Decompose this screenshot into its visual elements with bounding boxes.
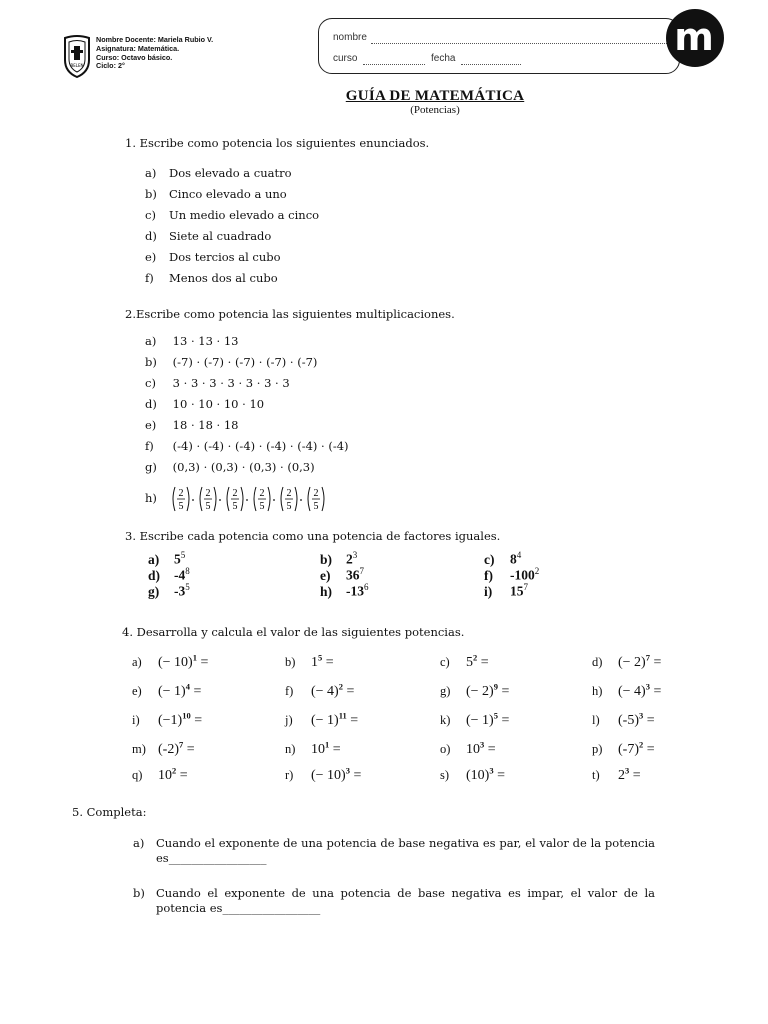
item-marker: a) [148, 551, 160, 567]
power-expression [618, 681, 662, 699]
power-expression [618, 739, 655, 757]
page-title: GUÍA DE MATEMÁTICA [345, 88, 525, 104]
item-text: 3 · 3 · 3 · 3 · 3 · 3 · 3 [172, 376, 290, 390]
power-expression [618, 652, 662, 670]
fraction-denominator: 5 [286, 501, 292, 512]
equals-sign: = [497, 712, 510, 728]
power-exponent: 5 [493, 710, 498, 720]
item-marker: d) [148, 567, 161, 583]
fraction-numerator: 2 [286, 488, 292, 499]
fraction-product-svg [170, 484, 336, 514]
section3-prompt: 3. Escribe cada potencia como una potencia de factores iguales. [125, 529, 501, 543]
item-marker: o) [440, 741, 451, 756]
power-base: 5 [466, 654, 473, 670]
teacher-name: Nombre Docente: Mariela Rubio V. [96, 35, 214, 44]
item-marker: i) [132, 712, 140, 727]
section5-item-a [133, 836, 655, 866]
power-item [148, 582, 190, 600]
power-exponent: 3 [639, 710, 644, 720]
equals-sign: = [649, 654, 662, 670]
equals-sign: = [346, 712, 359, 728]
power-base: -4 [174, 567, 186, 583]
power-expression [618, 765, 641, 783]
exercise-item [440, 710, 509, 729]
power-base: 15 [510, 583, 524, 599]
power-base: (10) [466, 767, 490, 783]
list-item [145, 355, 349, 376]
name-field[interactable] [371, 43, 667, 44]
equals-sign: = [342, 683, 355, 699]
power-base: 2 [346, 551, 353, 567]
item-marker: c) [484, 551, 495, 567]
item-text: (-7) · (-7) · (-7) · (-7) · (-7) [172, 355, 318, 369]
name-label: nombre [333, 32, 367, 43]
course-label: curso [333, 53, 358, 64]
power-expression [158, 765, 188, 783]
multiplication-dot [192, 499, 194, 501]
list-item [145, 460, 349, 481]
item-text: Dos tercios al cubo [169, 250, 281, 264]
section1-prompt: 1. Escribe como potencia los siguientes enunciados. [125, 136, 430, 150]
power-exponent: 9 [493, 681, 498, 691]
power-expression [158, 652, 209, 670]
item-marker: c) [145, 208, 156, 222]
item-text: 18 · 18 · 18 [172, 418, 239, 432]
item-marker: g) [145, 460, 157, 474]
power-exponent: 5 [318, 652, 323, 662]
list-item [145, 229, 319, 250]
item-marker: a) [132, 654, 142, 669]
power-exponent: 2 [639, 739, 644, 749]
item-marker: f) [145, 439, 154, 453]
item-text: 13 · 13 · 13 [172, 334, 239, 348]
power-expression [311, 739, 341, 757]
exercise-item [285, 652, 334, 671]
course-field[interactable] [363, 64, 425, 65]
exercise-item [440, 739, 496, 758]
power-base: (− 1) [158, 683, 186, 699]
right-paren [322, 487, 324, 511]
power-exponent: 4 [516, 550, 522, 560]
power-item [320, 582, 369, 600]
item-marker: d) [145, 229, 157, 243]
list-item [145, 271, 319, 292]
fraction-denominator: 5 [232, 501, 238, 512]
item-marker: d) [592, 654, 603, 669]
exercise-item [132, 765, 188, 784]
equals-sign: = [497, 683, 510, 699]
fraction-denominator: 5 [259, 501, 265, 512]
section4-grid [132, 652, 692, 792]
power-base: -13 [346, 583, 364, 599]
item-marker: m) [132, 741, 146, 756]
multiplication-dot [273, 499, 275, 501]
power-base: (− 10) [158, 654, 193, 670]
power-exponent: 3 [480, 739, 485, 749]
power-base: (− 1) [466, 712, 494, 728]
item-text: Cinco elevado a uno [169, 187, 287, 201]
power-exponent: 5 [185, 582, 190, 592]
power-exponent: 10 [182, 710, 191, 720]
power-item [484, 582, 528, 600]
power-exponent: 1 [325, 739, 330, 749]
exercise-item [592, 681, 661, 700]
item-marker: j) [285, 712, 293, 727]
left-paren [173, 487, 175, 511]
power-base: (− 4) [618, 683, 646, 699]
exercise-item [132, 739, 195, 758]
power-exponent: 2 [473, 652, 478, 662]
equals-sign: = [322, 654, 334, 670]
power-base: (− 2) [618, 654, 646, 670]
item-text: Un medio elevado a cinco [169, 208, 320, 222]
power-base: (− 1) [311, 712, 339, 728]
power-exponent: 7 [523, 582, 528, 592]
equals-sign: = [176, 767, 188, 783]
item-marker: h) [320, 583, 333, 599]
equals-sign: = [329, 741, 341, 757]
power-exponent: 3 [625, 765, 630, 775]
item-marker: e) [320, 567, 331, 583]
power-base: (− 4) [311, 683, 339, 699]
fraction-product [170, 484, 336, 518]
fraction-factor [200, 487, 221, 512]
power-item [484, 550, 521, 568]
equals-sign: = [189, 683, 202, 699]
section5-item-b [133, 886, 655, 916]
item-marker: a) [145, 334, 157, 348]
power-expression [466, 739, 496, 757]
list-item [145, 418, 349, 439]
power-base: (-5) [618, 712, 639, 728]
equals-sign: = [190, 712, 203, 728]
power-base: (− 2) [466, 683, 494, 699]
fraction-numerator: 2 [178, 488, 184, 499]
multiplication-dot [219, 499, 221, 501]
fraction-denominator: 5 [313, 501, 319, 512]
item-marker: q) [132, 767, 143, 782]
power-item [148, 550, 185, 568]
power-exponent: 7 [645, 652, 650, 662]
power-exponent: 2 [172, 765, 177, 775]
list-item [145, 187, 319, 208]
list-item [145, 166, 319, 187]
power-base: 10 [158, 767, 172, 783]
multiplication-dot [246, 499, 248, 501]
power-expression [158, 739, 195, 757]
list-item [145, 376, 349, 397]
left-paren [200, 487, 202, 511]
item-marker: h) [592, 683, 603, 698]
power-expression [466, 710, 510, 728]
school-crest-icon [62, 34, 92, 78]
fraction-factor [173, 487, 194, 512]
exercise-item [592, 652, 661, 671]
power-base: -3 [174, 583, 186, 599]
equals-sign: = [649, 683, 662, 699]
fraction-denominator: 5 [178, 501, 184, 512]
list-item [145, 250, 319, 271]
item-marker: p) [592, 741, 603, 756]
brand-logo-letter: m [674, 15, 714, 59]
power-exponent: 2 [534, 566, 540, 576]
item-marker: g) [440, 683, 451, 698]
fraction-factor [308, 487, 324, 512]
svg-text:BELEN: BELEN [70, 63, 84, 68]
item-marker: i) [484, 583, 493, 599]
equals-sign: = [349, 767, 362, 783]
power-exponent: 11 [338, 710, 347, 720]
section5-prompt: 5. Completa: [72, 805, 147, 819]
power-expression [311, 765, 362, 783]
item-marker: a) [133, 836, 145, 850]
power-item [320, 550, 357, 568]
power-exponent: 6 [364, 582, 369, 592]
fraction-numerator: 2 [205, 488, 211, 499]
power-exponent: 8 [185, 566, 190, 576]
item-text: Dos elevado a cuatro [169, 166, 292, 180]
power-base: 36 [346, 567, 360, 583]
item-marker: b) [145, 187, 157, 201]
power-exponent: 5 [180, 550, 186, 560]
section2-list [145, 334, 349, 481]
power-base: 8 [510, 551, 517, 567]
item-marker: d) [145, 397, 157, 411]
power-base: (− 10) [311, 767, 346, 783]
item-marker: b) [145, 355, 157, 369]
power-exponent: 3 [645, 681, 650, 691]
item-text: Menos dos al cubo [169, 271, 278, 285]
list-item [145, 208, 319, 229]
power-base: 1 [311, 654, 318, 670]
power-base: (-7) [618, 741, 639, 757]
item-marker: s) [440, 767, 450, 782]
equals-sign: = [484, 741, 496, 757]
item-text: 10 · 10 · 10 · 10 [172, 397, 265, 411]
power-base: 10 [311, 741, 325, 757]
item-marker: f) [285, 683, 294, 698]
student-info-box [318, 18, 680, 74]
item-marker: e) [132, 683, 142, 698]
item-marker: f) [484, 567, 493, 583]
power-item [148, 566, 190, 584]
section2-prompt: 2.Escribe como potencia las siguientes multiplicaciones. [125, 307, 455, 321]
power-expression [158, 710, 203, 728]
item-marker: a) [145, 166, 157, 180]
right-paren [187, 487, 189, 511]
power-base: (-2) [158, 741, 179, 757]
power-exponent: 7 [179, 739, 184, 749]
power-expression [618, 710, 655, 728]
exercise-item [285, 739, 341, 758]
item-marker: b) [133, 886, 145, 900]
cycle: Ciclo: 2° [96, 61, 125, 71]
item-text: Siete al cuadrado [169, 229, 272, 243]
item-marker: b) [320, 551, 333, 567]
exercise-item [592, 765, 641, 784]
exercise-item [132, 710, 202, 729]
subject: Asignatura: Matemática. [96, 43, 180, 53]
power-exponent: 7 [359, 566, 364, 576]
list-item [145, 439, 349, 460]
item-marker: b) [285, 654, 296, 669]
power-base: -100 [510, 567, 535, 583]
date-label: fecha [431, 53, 456, 64]
exercise-item [440, 765, 505, 784]
list-item [145, 397, 349, 418]
power-base: 10 [466, 741, 480, 757]
power-exponent: 3 [345, 765, 350, 775]
equals-sign: = [477, 654, 489, 670]
right-paren [241, 487, 243, 511]
fraction-factor [281, 487, 302, 512]
item-marker: e) [145, 418, 157, 432]
power-exponent: 3 [489, 765, 494, 775]
equals-sign: = [643, 712, 655, 728]
exercise-item [132, 652, 208, 671]
power-exponent: 3 [352, 550, 358, 560]
item-marker: k) [440, 712, 451, 727]
power-base: 2 [618, 767, 625, 783]
power-base: 5 [174, 551, 181, 567]
course: Curso: Octavo básico. [96, 52, 173, 62]
exercise-item [285, 710, 358, 729]
power-exponent: 4 [185, 681, 190, 691]
equals-sign: = [183, 741, 195, 757]
equals-sign: = [629, 767, 641, 783]
right-paren [268, 487, 270, 511]
list-item [145, 334, 349, 355]
exercise-item [592, 710, 655, 729]
exercise-item [440, 681, 509, 700]
fraction-numerator: 2 [313, 488, 319, 499]
exercise-item [285, 681, 354, 700]
left-paren [281, 487, 283, 511]
item-marker: f) [145, 271, 154, 285]
exercise-item [592, 739, 655, 758]
power-expression [158, 681, 202, 699]
item-text: (0,3) · (0,3) · (0,3) · (0,3) [172, 460, 315, 474]
item-text: Cuando el exponente de una potencia de base negativa es par, el valor de la potencia es_________________ [156, 836, 655, 865]
item-marker: c) [440, 654, 450, 669]
section2-item-h-marker: h) [145, 491, 157, 505]
right-paren [295, 487, 297, 511]
fraction-numerator: 2 [259, 488, 265, 499]
equals-sign: = [643, 741, 655, 757]
equals-sign: = [493, 767, 505, 783]
left-paren [227, 487, 229, 511]
power-expression [466, 765, 505, 783]
power-item [484, 566, 539, 584]
left-paren [254, 487, 256, 511]
header-info [96, 36, 213, 71]
item-marker: c) [145, 376, 156, 390]
date-field[interactable] [461, 64, 521, 65]
power-expression [311, 681, 355, 699]
exercise-item [132, 681, 201, 700]
power-exponent: 1 [192, 652, 197, 662]
item-marker: r) [285, 767, 294, 782]
power-expression [466, 652, 489, 670]
item-text: Cuando el exponente de una potencia de base negativa es impar, el valor de la potencia es_________________ [156, 886, 655, 915]
equals-sign: = [196, 654, 209, 670]
power-item [320, 566, 364, 584]
page-subtitle: (Potencias) [410, 104, 460, 116]
power-expression [311, 710, 359, 728]
brand-logo [664, 8, 728, 68]
fraction-numerator: 2 [232, 488, 238, 499]
section1-list [145, 166, 319, 292]
power-exponent: 2 [338, 681, 343, 691]
section4-prompt: 4. Desarrolla y calcula el valor de las siguientes potencias. [122, 625, 465, 639]
item-marker: e) [145, 250, 157, 264]
power-base: (−1) [158, 712, 183, 728]
fraction-factor [227, 487, 248, 512]
fraction-denominator: 5 [205, 501, 211, 512]
item-marker: n) [285, 741, 296, 756]
multiplication-dot [300, 499, 302, 501]
item-marker: t) [592, 767, 600, 782]
section3-grid [148, 550, 568, 602]
item-marker: l) [592, 712, 600, 727]
power-expression [311, 652, 334, 670]
exercise-item [440, 652, 489, 671]
power-expression [466, 681, 510, 699]
fraction-factor [254, 487, 275, 512]
exercise-item [285, 765, 361, 784]
right-paren [214, 487, 216, 511]
left-paren [308, 487, 310, 511]
item-marker: g) [148, 583, 160, 599]
item-text: (-4) · (-4) · (-4) · (-4) · (-4) · (-4) [172, 439, 349, 453]
